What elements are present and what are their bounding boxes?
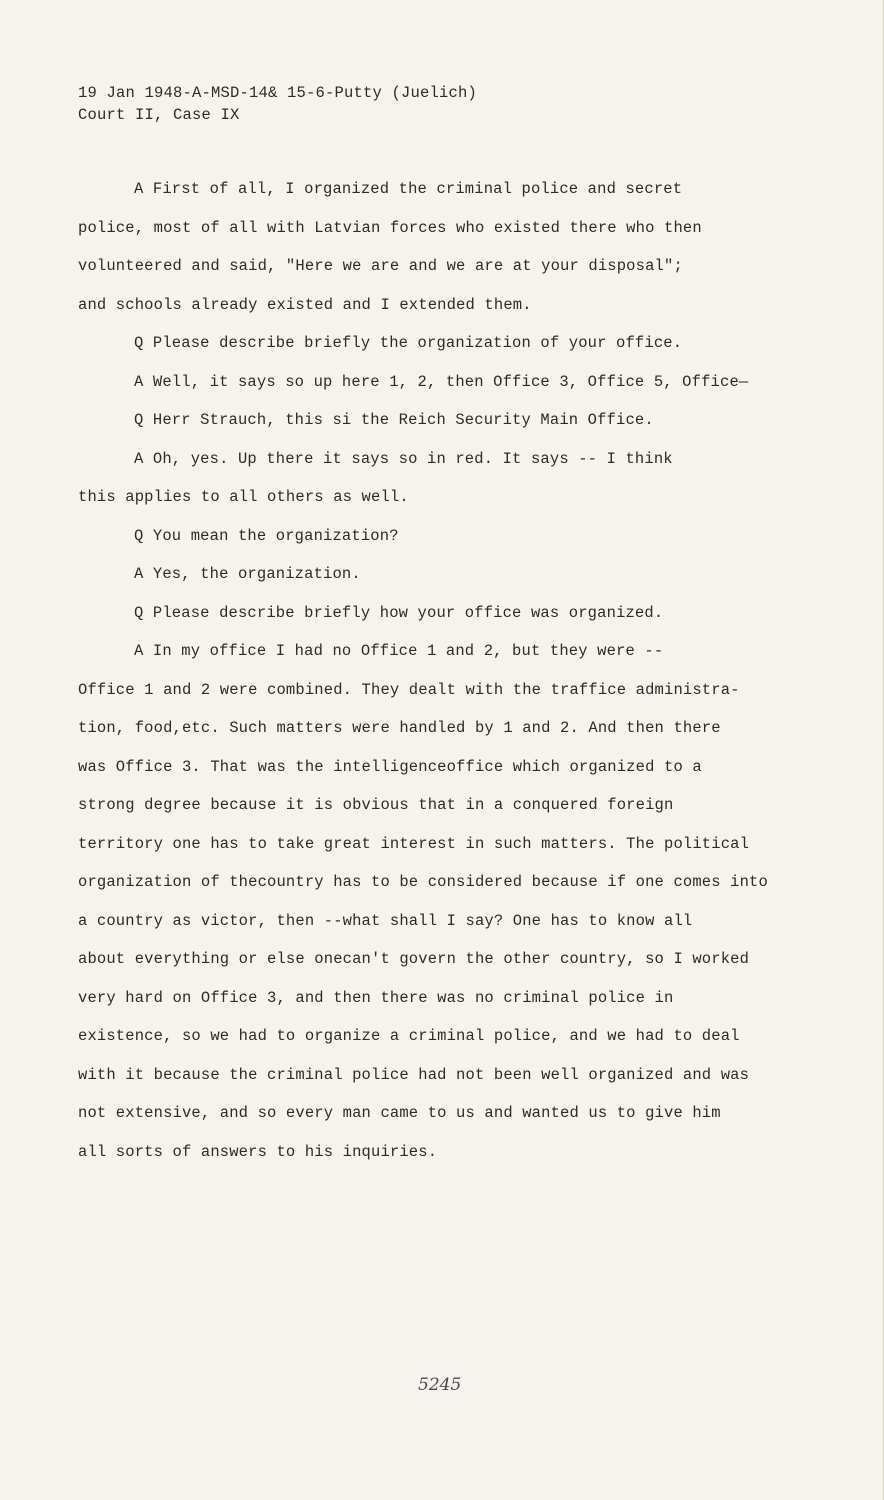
transcript-line: Q Please describe briefly the organization of your office. [134, 334, 683, 352]
transcript-line: organization of thecountry has to be considered because if one comes into [78, 873, 768, 891]
transcript-line: was Office 3. That was the intelligenceoffice which organized to a [78, 757, 702, 776]
transcript-line: this applies to all others as well. [78, 488, 409, 506]
transcript-line: not extensive, and so every man came to us and wanted us to give him [78, 1104, 721, 1122]
transcript-line: A In my office I had no Office 1 and 2, but they were -- [134, 642, 664, 660]
transcript-line: A First of all, I organized the criminal police and secret [134, 180, 683, 198]
transcript-line: all sorts of answers to his inquiries. [78, 1142, 438, 1161]
transcript-line: a country as victor, then --what shall I say? One has to know all [78, 911, 693, 930]
transcript-line: with it because the criminal police had not been well organized and was [78, 1065, 750, 1084]
header-date-reference: 19 Jan 1948-A-MSD-14& 15-6-Putty (Juelich) [78, 84, 478, 102]
transcript-line: Q You mean the organization? [134, 526, 399, 545]
transcript-line: A Yes, the organization. [134, 565, 361, 583]
transcript-line: tion, food,etc. Such matters were handled by 1 and 2. And then there [78, 719, 721, 737]
transcript-line: Office 1 and 2 were combined. They dealt with the traffice administra- [78, 680, 740, 699]
transcript-line: and schools already existed and I extended them. [78, 295, 532, 314]
transcript-line: police, most of all with Latvian forces who existed there who then [78, 218, 702, 237]
transcript-line: existence, so we had to organize a criminal police, and we had to deal [78, 1027, 740, 1045]
transcript-line: very hard on Office 3, and then there was no criminal police in [78, 988, 674, 1007]
document-header [78, 82, 477, 126]
transcript-body [78, 178, 798, 1179]
transcript-line: A Well, it says so up here 1, 2, then Office 3, Office 5, Office— [134, 372, 749, 391]
header-court-case: Court II, Case IX [78, 106, 240, 124]
transcript-line: A Oh, yes. Up there it says so in red. It says -- I think [134, 449, 673, 468]
transcript-line: Q Herr Strauch, this si the Reich Security Main Office. [134, 411, 654, 429]
transcript-line: territory one has to take great interest in such matters. The political [78, 834, 750, 853]
page-number: 5245 [418, 1375, 462, 1395]
transcript-line: volunteered and said, "Here we are and we are at your disposal"; [78, 257, 683, 275]
transcript-line: Q Please describe briefly how your office was organized. [134, 603, 664, 622]
transcript-line: about everything or else onecan't govern the other country, so I worked [78, 950, 750, 968]
transcript-line: strong degree because it is obvious that in a conquered foreign [78, 796, 674, 814]
